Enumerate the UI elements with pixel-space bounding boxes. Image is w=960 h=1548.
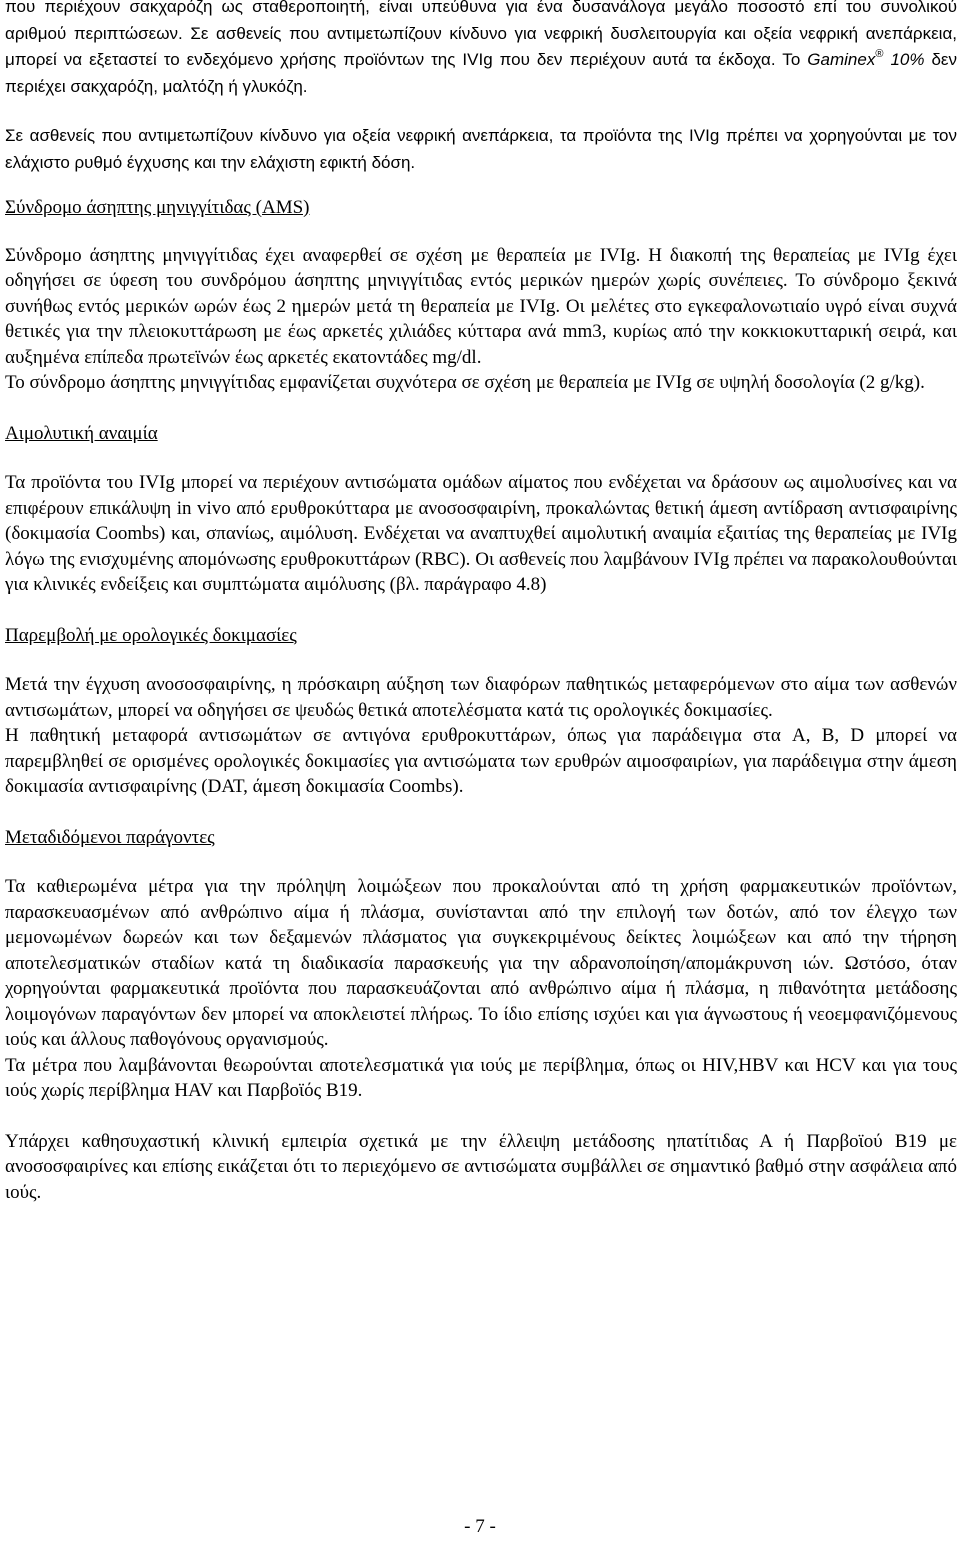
hemolytic-heading: Αιμολυτική αναιμία (5, 422, 158, 444)
product-name: Gaminex (807, 50, 876, 69)
serology-paragraph-1: Μετά την έγχυση ανοσοσφαιρίνης, η πρόσκαιρη αύξηση των διαφόρων παθητικώς μεταφερόμενων στο αίμα των ασθενών αντισωμάτων, μπορεί να οδηγήσει σε ψευδώς θετικά αποτελέσματα κατά τις ορολογικές δοκιμασίες. (5, 674, 957, 721)
document-page (5, 0, 957, 1205)
renal-risk-paragraph: Σε ασθενείς που αντιμετωπίζουν κίνδυνο για οξεία νεφρική ανεπάρκεια, τα προϊόντα της IVIg πρέπει να χορηγούνται με τον ελάχιστο ρυθμό έγχυσης και την ελάχιστη εφικτή δόση. (5, 126, 957, 172)
ams-paragraph-1: Σύνδρομο άσηπτης μηνιγγίτιδας έχει αναφερθεί σε σχέση με θεραπεία με IVIg. Η διακοπή της θεραπείας με IVIg έχει οδηγήσει σε ύφεση του συνδρόμου άσηπτης μηνιγγίτιδας εντός μερικών ημερών χωρίς συνέπειες. Το σύνδρομο ξεκινά συνήθως εντός μερικών ωρών έως 2 ημερών μετά τη θεραπεία με IVIg. Οι μελέτες στο εγκεφαλονωτιαίο υγρό είναι συχνά θετικές για την πλειοκυττάρωση με έως αρκετές χιλιάδες κύτταρα ανά mm3, κυρίως από την κοκκιοκυτταρική σειρά, και αυξημένα επίπεδα πρωτεϊνών έως αρκετές εκατοντάδες mg/dl. (5, 244, 957, 368)
ams-heading: Σύνδρομο άσηπτης μηνιγγίτιδας (AMS) (5, 197, 310, 218)
ams-paragraph-2: Το σύνδρομο άσηπτης μηνιγγίτιδας εμφανίζεται συχνότερα σε σχέση με θεραπεία με IVIg σε υψηλή δοσολογία (2 g/kg). (5, 372, 925, 393)
intro-text-end: δεν περιέχει σακχαρόζη, μαλτόζη ή γλυκόζη. (5, 50, 958, 96)
serology-paragraph-2: Η παθητική μεταφορά αντισωμάτων σε αντιγόνα ερυθροκυττάρων, όπως για παράδειγμα στα A, B, D μπορεί να παρεμβληθεί σε ορισμένες ορολογικές δοκιμασίες για αντισώματα των ερυθρών αιμοσφαιρίων, για παράδειγμα στην άμεση δοκιμασία αντισφαιρίνης (DAT, άμεση δοκιμασία Coombs). (5, 725, 957, 797)
page-number: - 7 - (464, 1516, 496, 1537)
transmissible-paragraph-2: Τα μέτρα που λαμβάνονται θεωρούνται αποτελεσματικά για ιούς με περίβλημα, όπως οι HIV,HBV και HCV και για τους ιούς χωρίς περίβλημα HAV και Παρβοϊός B19. (5, 1054, 957, 1101)
intro-paragraph (5, 0, 957, 100)
transmissible-heading: Μεταδιδόμενοι παράγοντες (5, 826, 215, 848)
serology-heading: Παρεμβολή με ορολογικές δοκιμασίες (5, 624, 297, 646)
transmissible-paragraph-3: Υπάρχει καθησυχαστική κλινική εμπειρία σχετικά με την έλλειψη μετάδοσης ηπατίτιδας Α ή Παρβοϊού B19 με ανοσοσφαιρίνες και επίσης εικάζεται ότι το περιεχόμενο σε αντισώματα συμβάλλει σε σημαντικό βαθμό στην ασφάλεια από ιούς. (5, 1130, 957, 1203)
intro-text: που περιέχουν σακχαρόζη ως σταθεροποιητή, είναι υπεύθυνα για ένα δυσανάλογα μεγάλο ποσοστό επί του συνολικού αριθμού περιπτώσεων. Σε ασθενείς που αντιμετωπίζουν κίνδυνο για νεφρική δυσλειτουργία και οξεία νεφρική ανεπάρκεια, μπορεί να εξεταστεί το ενδεχόμενο χρήσης προϊόντων της IVIg που δεν περιέχουν αυτά τα έκδοχα. Το (5, 0, 957, 69)
hemolytic-paragraph: Τα προϊόντα του IVIg μπορεί να περιέχουν αντισώματα ομάδων αίματος που ενδέχεται να δράσουν ως αιμολυσίνες και να επιφέρουν επικάλυψη in vivo από ερυθροκύτταρα με ανοσοσφαιρίνη, προκαλώντας θετική άμεση αντίδραση αντισφαιρίνης (δοκιμασία Coombs) και, σπανίως, αιμόλυση. Ενδέχεται να αναπτυχθεί αιμολυτική αναιμία εξαιτίας της θεραπείας με IVIg λόγω της ενισχυμένης απομόνωσης ερυθροκυττάρων (RBC). Οι ασθενείς που λαμβάνουν IVIg πρέπει να παρακολουθούνται για κλινικές ενδείξεις και συμπτώματα αιμόλυσης (βλ. παράγραφο 4.8) (5, 472, 957, 595)
registered-mark: ® (875, 48, 884, 60)
transmissible-paragraph-1: Τα καθιερωμένα μέτρα για την πρόληψη λοιμώξεων που προκαλούνται από τη χρήση φαρμακευτικών προϊόντων, παρασκευασμένων από ανθρώπινο αίμα ή πλάσμα, συνίστανται από την επιλογή των δοτών, από τον έλεγχο των μεμονωμένων δωρεών και των δεξαμενών πλάσματος για συγκεκριμένους δείκτες λοιμώξεων και από την τήρηση αποτελεσματικών σταδίων κατά τη διαδικασία παρασκευής για την αδρανοποίηση/απομάκρυνση ιών. Ωστόσο, όταν χορηγούνται φαρμακευτικά προϊόντα που παρασκευάζονται από ανθρώπινο αίμα ή πλάσμα, η πιθανότητα μετάδοσης λοιμογόνων παραγόντων δεν μπορεί να αποκλειστεί πλήρως. Το ίδιο επίσης ισχύει και για άγνωστους ή νεοεμφανιζόμενους ιούς και άλλους παθογόνους οργανισμούς. (5, 876, 957, 1050)
product-strength: 10% (883, 50, 925, 69)
